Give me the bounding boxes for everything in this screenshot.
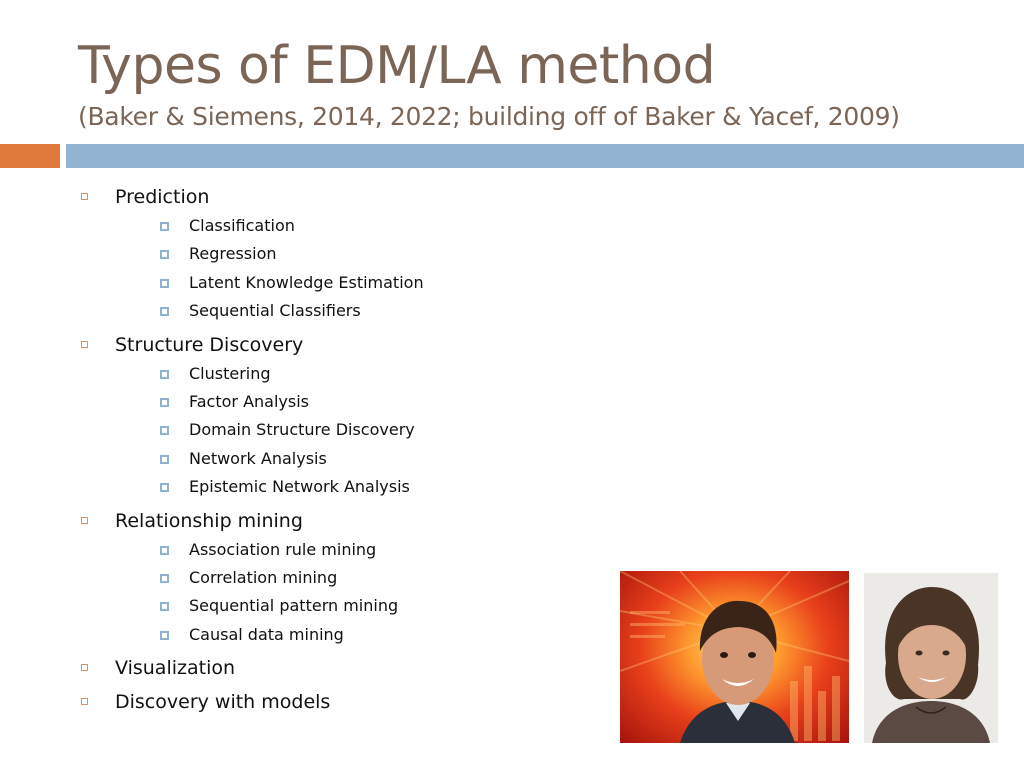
sub-item-network-analysis: [115, 445, 424, 473]
outline-item-label: Prediction: [115, 186, 210, 208]
sub-outline: [115, 212, 424, 326]
sub-item-label: Clustering: [189, 363, 271, 383]
sub-item-epistemic-network-analysis: [115, 473, 424, 501]
outline-item-visualization: [76, 653, 424, 683]
sub-item-sequential-pattern-mining: [115, 592, 424, 620]
outline-item-label: Relationship mining: [115, 509, 303, 532]
sub-item-sequential-classifiers: [115, 297, 424, 325]
square-bullet-icon: [160, 483, 169, 492]
sub-item-label: Latent Knowledge Estimation: [189, 272, 424, 292]
square-bullet-icon: [160, 426, 169, 435]
accent-bar-blue: [66, 144, 1024, 168]
outline-item-label: Visualization: [115, 657, 236, 680]
square-bullet-icon: [160, 631, 169, 640]
sub-item-latent-knowledge-estimation: [115, 269, 424, 297]
square-bullet-icon: [160, 546, 169, 555]
sub-item-label: Sequential Classifiers: [189, 301, 361, 321]
square-bullet-icon: [160, 307, 169, 316]
square-bullet-icon: [81, 517, 88, 524]
square-bullet-icon: [160, 250, 169, 259]
outline-item-structure-discovery: [76, 330, 424, 502]
sub-item-label: Factor Analysis: [189, 392, 309, 412]
sub-item-correlation-mining: [115, 564, 424, 592]
method-outline: [76, 182, 424, 717]
square-bullet-icon: [81, 664, 88, 671]
square-bullet-icon: [160, 279, 169, 288]
outline-item-discovery-with-models: [76, 687, 424, 717]
sub-item-label: Sequential pattern mining: [189, 596, 399, 616]
sub-item-causal-data-mining: [115, 621, 424, 649]
portrait-photo-1: [620, 571, 849, 743]
sub-item-classification: [115, 212, 424, 240]
accent-bar-orange: [0, 144, 60, 168]
sub-item-domain-structure-discovery: [115, 416, 424, 444]
square-bullet-icon: [81, 193, 88, 200]
sub-outline: [115, 360, 424, 502]
outline-item-prediction: [76, 182, 424, 326]
sub-item-label: Causal data mining: [189, 624, 344, 644]
slide-subtitle: (Baker & Siemens, 2014, 2022; building off of Baker & Yacef, 2009): [78, 102, 900, 131]
sub-item-label: Association rule mining: [189, 539, 377, 559]
sub-item-label: Regression: [189, 244, 277, 264]
square-bullet-icon: [160, 370, 169, 379]
sub-item-label: Classification: [189, 216, 295, 235]
square-bullet-icon: [160, 222, 169, 231]
square-bullet-icon: [81, 698, 88, 705]
square-bullet-icon: [160, 455, 169, 464]
portrait-illustration: [620, 571, 849, 743]
outline-item-label: Structure Discovery: [115, 333, 304, 356]
slide-title: Types of EDM/LA method: [78, 36, 716, 96]
portrait-photo-2: [864, 573, 998, 743]
square-bullet-icon: [160, 602, 169, 611]
sub-item-label: Correlation mining: [189, 568, 338, 588]
sub-item-association-rule-mining: [115, 536, 424, 564]
sub-item-clustering: [115, 360, 424, 388]
sub-item-factor-analysis: [115, 388, 424, 416]
square-bullet-icon: [160, 574, 169, 583]
sub-item-regression: [115, 240, 424, 268]
outline-item-relationship-mining: [76, 506, 424, 650]
square-bullet-icon: [81, 341, 88, 348]
square-bullet-icon: [160, 398, 169, 407]
sub-item-label: Epistemic Network Analysis: [189, 477, 410, 497]
portrait-illustration: [864, 573, 998, 743]
outline-item-label: Discovery with models: [115, 691, 331, 714]
sub-outline: [115, 536, 424, 650]
sub-item-label: Network Analysis: [189, 448, 327, 468]
sub-item-label: Domain Structure Discovery: [189, 420, 415, 440]
